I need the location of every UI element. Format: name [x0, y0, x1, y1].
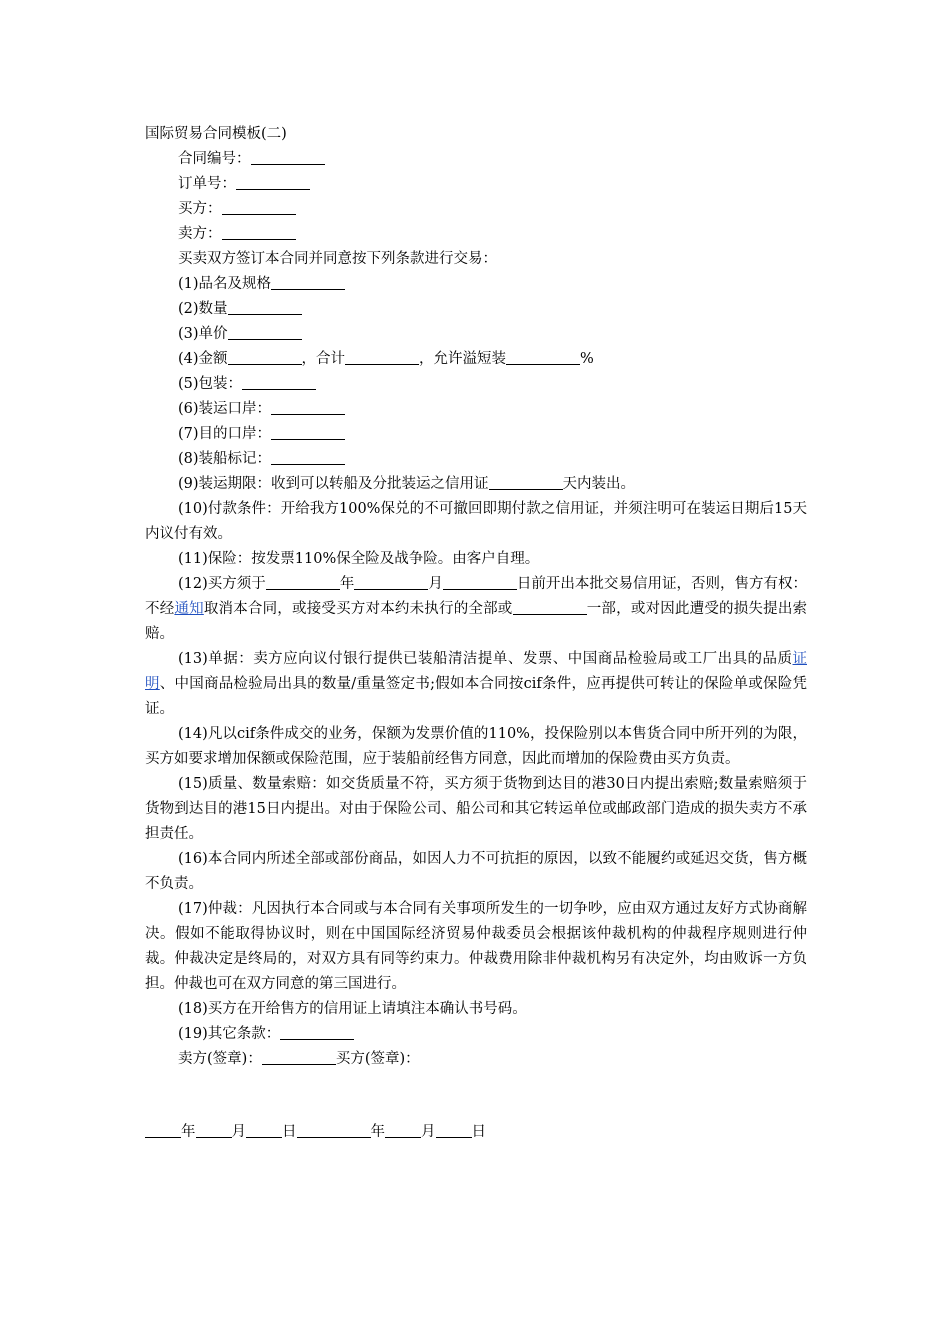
clause-7-text: (7)目的口岸： — [178, 426, 272, 442]
contract-number-label: 合同编号： — [178, 151, 251, 167]
contract-number-line — [145, 147, 807, 172]
date-month-blank-1[interactable] — [196, 1123, 232, 1139]
clause-6-text: (6)装运口岸： — [178, 401, 272, 417]
clause-4-text-a: (4)金额 — [178, 351, 228, 367]
clause-16: (16)本合同内所述全部或部份商品，如因人力不可抗拒的原因，以致不能履约或延迟交货，售方概不负责。 — [145, 851, 807, 892]
clause-19 — [145, 1022, 807, 1047]
seller-label: 卖方： — [178, 226, 222, 242]
clause-8 — [145, 447, 807, 472]
clause-12-part-blank[interactable] — [513, 600, 587, 616]
clause-12-year: 年 — [339, 576, 355, 592]
clause-17: (17)仲裁：凡因执行本合同或与本合同有关事项所发生的一切争吵，应由双方通过友好方式协商解决。假如不能取得协议时，则在中国国际经济贸易仲裁委员会根据该仲裁机构的仲裁程序规则进行仲裁。仲裁决定是终局的，对双方具有同等约束力。仲裁费用除非仲裁机构另有决定外，均由败诉一方负担。仲裁也可在双方同意的第三国进行。 — [145, 901, 807, 992]
clause-4-amount-blank[interactable] — [228, 350, 302, 366]
date-day-blank-2[interactable] — [436, 1123, 472, 1139]
clause-7-blank[interactable] — [271, 425, 345, 441]
date-year-1: 年 — [181, 1124, 196, 1140]
date-day-2: 日 — [471, 1124, 486, 1140]
clause-12-text-e: 取消本合同，或接受买方对本约未执行的全部或 — [203, 601, 513, 617]
clause-8-text: (8)装船标记： — [178, 451, 272, 467]
order-number-line — [145, 172, 807, 197]
clause-18: (18)买方在开给售方的信用证上请填注本确认书号码。 — [178, 1001, 527, 1017]
clause-13-text-a: (13)单据：卖方应向议付银行提供已装船清洁提单、发票、中国商品检验局或工厂出具的品质 — [178, 651, 793, 667]
document-title: 国际贸易合同模板(二) — [145, 126, 287, 142]
clause-13-text-b: 、中国商品检验局出具的数量/重量签定书;假如本合同按cif条件，应再提供可转让的保险单或保险凭证。 — [145, 676, 807, 717]
signature-line — [145, 1047, 807, 1072]
order-number-label: 订单号： — [178, 176, 236, 192]
clause-1-blank[interactable] — [271, 275, 345, 291]
clause-9-blank[interactable] — [489, 475, 563, 491]
seller-signature-label: 卖方(签章)： — [178, 1051, 262, 1067]
date-year-blank-1[interactable] — [145, 1123, 181, 1139]
clause-4-percent: % — [580, 351, 594, 367]
date-month-2: 月 — [421, 1124, 436, 1140]
date-month-1: 月 — [231, 1124, 246, 1140]
buyer-line — [145, 197, 807, 222]
clause-11: (11)保险：按发票110%保全险及战争险。由客户自理。 — [178, 551, 540, 567]
seller-signature-blank[interactable] — [262, 1050, 336, 1066]
buyer-blank[interactable] — [222, 200, 296, 216]
date-month-blank-2[interactable] — [385, 1123, 421, 1139]
clause-3 — [145, 322, 807, 347]
clause-9-text-a: (9)装运期限：收到可以转船及分批装运之信用证 — [178, 476, 489, 492]
clause-12-month-blank[interactable] — [354, 575, 428, 591]
clause-1 — [145, 272, 807, 297]
date-line — [145, 1120, 486, 1145]
clause-4-tolerance-blank[interactable] — [506, 350, 580, 366]
clause-5 — [145, 372, 807, 397]
clause-8-blank[interactable] — [271, 450, 345, 466]
clause-12-year-blank[interactable] — [266, 575, 340, 591]
clause-10: (10)付款条件：开给我方100%保兑的不可撤回即期付款之信用证，并须注明可在装运日期后15天内议付有效。 — [145, 501, 807, 542]
clause-12 — [145, 572, 807, 647]
clause-5-blank[interactable] — [242, 375, 316, 391]
clause-12-month: 月 — [428, 576, 443, 592]
clause-19-text: (19)其它条款： — [178, 1026, 281, 1042]
clause-12-text-d: 日前开出本批交易信用证，否则，售方有权：不经 — [145, 576, 808, 617]
clause-1-text: (1)品名及规格 — [178, 276, 272, 292]
clause-4 — [145, 347, 807, 372]
clause-12-text-f: 一部，或对因此遭受的损失提出索赔。 — [145, 601, 808, 642]
clause-4-total-blank[interactable] — [345, 350, 419, 366]
clause-12-day-blank[interactable] — [443, 575, 517, 591]
date-day-blank-1[interactable] — [246, 1123, 282, 1139]
clause-3-text: (3)单价 — [178, 326, 228, 342]
seller-line — [145, 222, 807, 247]
contract-number-blank[interactable] — [251, 150, 325, 166]
clause-2-blank[interactable] — [228, 300, 302, 316]
clause-9 — [145, 472, 807, 497]
clause-5-text: (5)包装： — [178, 376, 243, 392]
clause-7 — [145, 422, 807, 447]
clause-14: (14)凡以cif条件成交的业务，保额为发票价值的110%，投保险别以本售货合同中所开列的为限，买方如要求增加保额或保险范围，应于装船前经售方同意，因此而增加的保险费由买方负责。 — [145, 726, 807, 767]
clause-4-text-b: ，合计 — [301, 351, 346, 367]
order-number-blank[interactable] — [236, 175, 310, 191]
notice-link[interactable]: 通知 — [174, 601, 204, 617]
intro-line: 买卖双方签订本合同并同意按下列条款进行交易： — [178, 251, 497, 267]
contract-document — [145, 122, 807, 1072]
clause-19-blank[interactable] — [280, 1025, 354, 1041]
clause-2 — [145, 297, 807, 322]
clause-12-text-a: (12)买方须于 — [178, 576, 266, 592]
date-year-blank-2[interactable] — [297, 1123, 371, 1139]
clause-4-text-c: ，允许溢短装 — [419, 351, 507, 367]
certificate-link[interactable]: 证明 — [145, 651, 807, 692]
seller-blank[interactable] — [222, 225, 296, 241]
date-day-1: 日 — [282, 1124, 297, 1140]
clause-6 — [145, 397, 807, 422]
clause-6-blank[interactable] — [271, 400, 345, 416]
buyer-label: 买方： — [178, 201, 222, 217]
clause-13 — [145, 647, 807, 722]
clause-9-text-b: 天内装出。 — [562, 476, 636, 492]
buyer-signature-label: 买方(签章)： — [335, 1051, 420, 1067]
clause-15: (15)质量、数量索赔：如交货质量不符，买方须于货物到达目的港30日内提出索赔;数量索赔须于货物到达目的港15日内提出。对由于保险公司、船公司和其它转运单位或邮政部门造成的损失卖方不承担责任。 — [145, 776, 807, 842]
date-year-2: 年 — [370, 1124, 385, 1140]
clause-3-blank[interactable] — [228, 325, 302, 341]
clause-2-text: (2)数量 — [178, 301, 228, 317]
